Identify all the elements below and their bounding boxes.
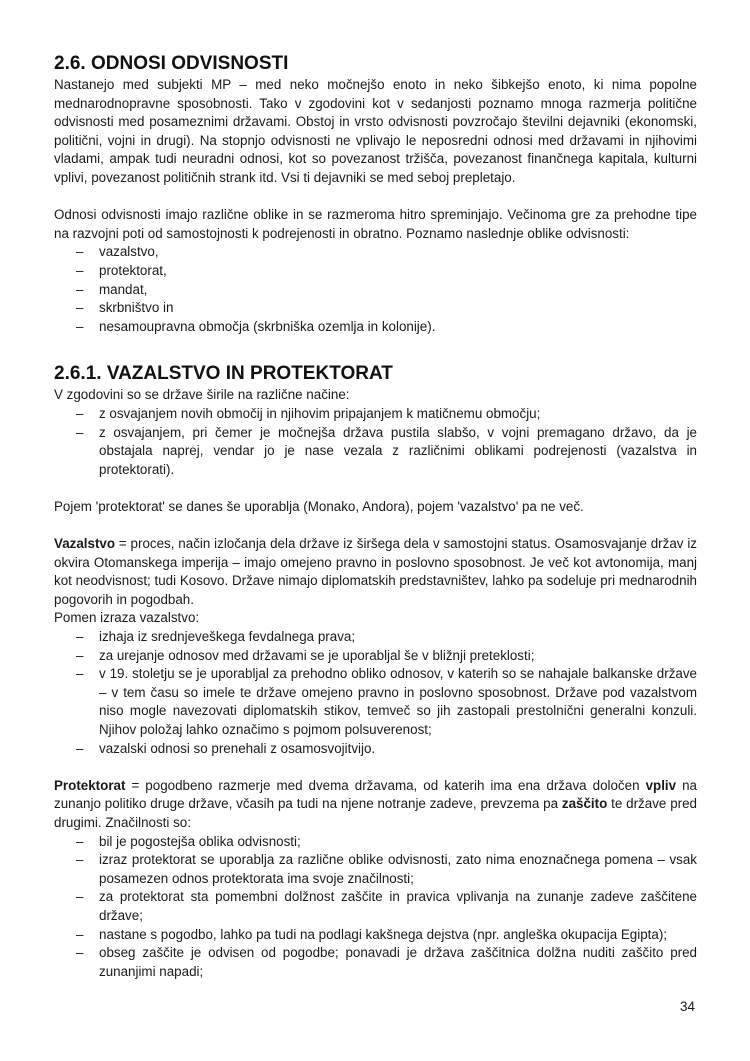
dash-bullet: – <box>76 405 84 421</box>
dash-bullet: – <box>76 424 84 440</box>
expansion-ways-list <box>54 405 697 479</box>
list-item: – izraz protektorat se uporablja za različne oblike odvisnosti, zato nima enoznačnega pomena – vsak posamezen odnos protektorata ima svoje značilnosti; <box>76 852 697 886</box>
term-protektorat: Protektorat <box>54 777 126 793</box>
paragraph-vazalstvo-meaning-intro: Pomen izraza vazalstvo: <box>54 610 200 626</box>
dash-bullet: – <box>76 300 84 316</box>
list-item: – bil je pogostejša oblika odvisnosti; <box>54 833 697 852</box>
term-vpliv: vpliv <box>645 777 677 793</box>
list-item: – nesamoupravna območja (skrbniška ozemlja in kolonije). <box>54 318 697 337</box>
dash-bullet: – <box>76 833 84 849</box>
dash-bullet: – <box>76 666 84 682</box>
list-item: – vazalski odnosi so prenehali z osamosvojitvijo. <box>54 740 697 759</box>
list-item: – z osvajanjem, pri čemer je močnejša država pustila slabšo, v vojni premagano državo, da je obstajala naprej, vendar jo je nase vezala z različnimi oblikami podrejenosti (vazalstva in protektorati). <box>76 424 697 477</box>
list-item: – nastane s pogodbo, lahko pa tudi na podlagi kakšnega dejstva (npr. angleška okupacija Egipta); <box>54 926 697 945</box>
dash-bullet: – <box>76 926 84 942</box>
dash-bullet: – <box>76 244 84 260</box>
paragraph-expansion-intro: V zgodovini so se države širile na različne načine: <box>54 387 350 403</box>
dash-bullet: – <box>76 852 84 868</box>
list-item: – protektorat, <box>54 262 697 281</box>
list-item: – vazalstvo, <box>54 243 697 262</box>
paragraph-usage-note: Pojem 'protektorat' se danes še uporablja (Monako, Andora), pojem 'vazalstvo' pa ne več. <box>54 498 584 514</box>
list-item: – skrbništvo in <box>54 299 697 318</box>
dash-bullet: – <box>76 262 84 278</box>
list-item: – obseg zaščite je odvisen od pogodbe; ponavadi je država zaščitnica dolžna nuditi zaščito pred zunanjimi napadi; <box>76 945 697 979</box>
document-page <box>54 52 697 981</box>
paragraph-forms-intro: Odnosi odvisnosti imajo različne oblike in se razmeroma hitro spreminjajo. Večinoma gre za prehodne tipe na razvojni poti od samostojnosti k podrejenosti in obratno. Poznamo naslednje oblike odvisnosti: <box>54 207 697 241</box>
page-number: 34 <box>680 999 695 1014</box>
dash-bullet: – <box>76 281 84 297</box>
dash-bullet: – <box>76 318 84 334</box>
list-item: – za protektorat sta pomembni dolžnost zaščite in pravica vplivanja na zunanje zadeve zaščitene države; <box>76 889 697 923</box>
paragraph-vazalstvo-definition: Vazalstvo = proces, način izločanja dela države iz širšega dela v samostojni status. Osamosvajanje držav iz okvira Otomanskega imperija – imajo omejeno pravno in poslovno sposobnost. Je več kot avtonomija, manj kot neodvisnost; tudi Kosovo. Države nimajo diplomatskih predstavništev, lahko pa sodeluje pri mednarodnih pogovorih in pogodbah. <box>54 536 697 607</box>
vazalstvo-meaning-list <box>54 628 697 758</box>
list-item: – izhaja iz srednjeveškega fevdalnega prava; <box>54 628 697 647</box>
list-item: – mandat, <box>54 281 697 300</box>
list-item: – v 19. stoletju se je uporabljal za prehodno obliko odnosov, v katerih so se nahajale balkanske države – v tem času so imele te države omejeno pravno in poslovno sposobnost. Države pod vazalstvom niso mogle navezovati diplomatskih stikov, temveč so jih zastopali prestolnični generalni konzuli. Njihov položaj lahko označimo s pojmom polsuverenost; <box>76 666 697 737</box>
list-item: – z osvajanjem novih območij in njihovim pripajanjem k matičnemu območju; <box>54 405 697 424</box>
paragraph-intro: Nastanejo med subjekti MP – med neko močnejšo enoto in neko šibkejšo enoto, ki nima popolne mednarodnopravne sposobnosti. Tako v zgodovini kot v sedanjosti poznamo mnoga razmerja politične odvisnosti med posameznimi državami. Obstoj in vrsto odvisnosti povzročajo številni dejavniki (ekonomski, politični, vojni in drugi). Na stopnjo odvisnosti ne vplivajo le neposredni odnosi med državami in njihovimi vladami, ampak tudi neuradni odnosi, kot so povezanost tržišča, povezanost finančnega kapitala, kulturni vplivi, povezanost političnih strank itd. Vsi ti dejavniki se med seboj prepletajo. <box>54 77 697 185</box>
dash-bullet: – <box>76 629 84 645</box>
dash-bullet: – <box>76 647 84 663</box>
dash-bullet: – <box>76 740 84 756</box>
list-item: – za urejanje odnosov med državami se je uporabljal še v bližnji preteklosti; <box>54 647 697 666</box>
section-heading-odnosi-odvisnosti: 2.6. ODNOSI ODVISNOSTI <box>54 53 289 74</box>
dash-bullet: – <box>76 945 84 961</box>
term-zascito: zaščito <box>561 796 608 812</box>
protektorat-features-list <box>54 833 697 982</box>
term-vazalstvo: Vazalstvo <box>54 536 116 552</box>
dash-bullet: – <box>76 889 84 905</box>
forms-list <box>54 243 697 336</box>
section-heading-vazalstvo-protektorat: 2.6.1. VAZALSTVO IN PROTEKTORAT <box>54 363 393 385</box>
paragraph-protektorat-definition: Protektorat = pogodbeno razmerje med dvema državama, od katerih ima ena država določen vpliv na zunanjo politiko druge države, včasih pa tudi na njene notranje zadeve, prevzema pa zaščito te države pred drugimi. Značilnosti so: <box>54 777 697 830</box>
